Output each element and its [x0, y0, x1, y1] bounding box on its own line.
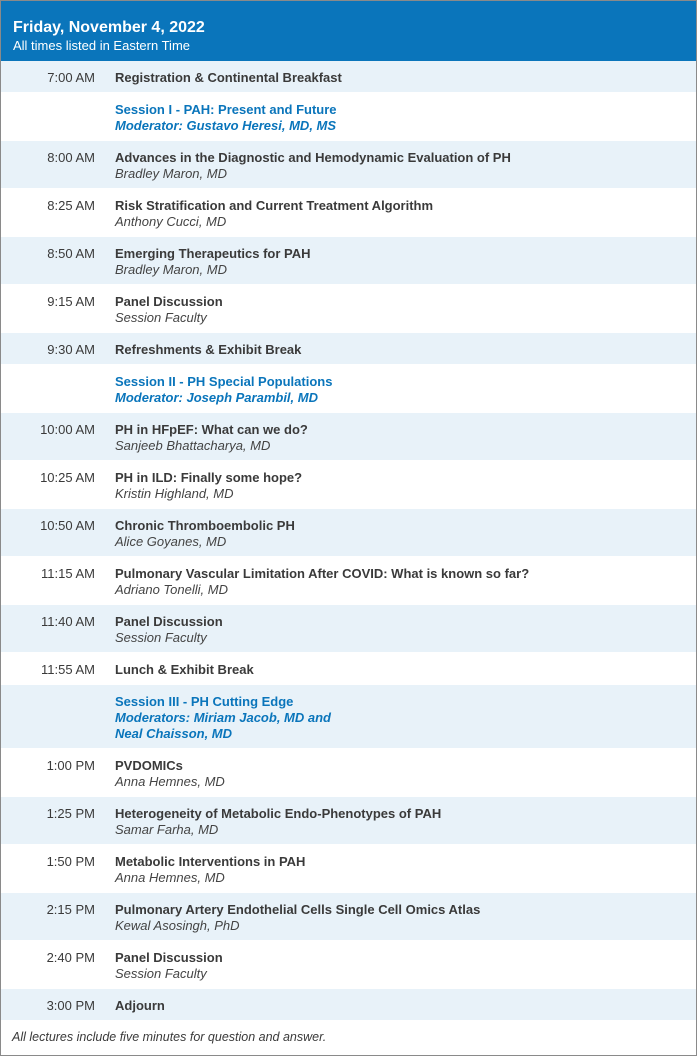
agenda-item-speaker: Bradley Maron, MD: [115, 262, 227, 277]
agenda-footer-note: All lectures include five minutes for question and answer.: [1, 1021, 696, 1053]
agenda-header: [1, 1, 696, 61]
agenda-item-time: 9:30 AM: [47, 342, 95, 357]
agenda-item-title: Heterogeneity of Metabolic Endo-Phenotypes of PAH: [115, 806, 442, 821]
agenda-rows: [1, 61, 696, 1021]
agenda-item-time: 7:00 AM: [47, 70, 95, 85]
agenda-item-title: Panel Discussion: [115, 294, 223, 309]
agenda-item-row: [1, 413, 696, 461]
agenda-item-time: 2:15 PM: [46, 902, 95, 917]
agenda-item-row: [1, 845, 696, 893]
agenda-item-speaker: Bradley Maron, MD: [115, 166, 227, 181]
session-moderator: Moderators: Miriam Jacob, MD and: [115, 710, 331, 725]
agenda-item-speaker: Anthony Cucci, MD: [115, 214, 227, 229]
agenda-item-title: Pulmonary Vascular Limitation After COVID: What is known so far?: [115, 566, 530, 581]
agenda-item-row: [1, 797, 696, 845]
agenda-item-speaker: Session Faculty: [115, 310, 207, 325]
agenda-item-title: PVDOMICs: [115, 758, 183, 773]
agenda-item-title: Registration & Continental Breakfast: [115, 70, 342, 85]
agenda-item-speaker: Kewal Asosingh, PhD: [115, 918, 240, 933]
agenda-item-time: 11:15 AM: [41, 566, 95, 581]
session-title: Session II - PH Special Populations: [115, 374, 333, 389]
agenda-item-row: [1, 893, 696, 941]
agenda-item-row: [1, 749, 696, 797]
agenda-item-time: 10:25 AM: [40, 470, 95, 485]
agenda-item-time: 1:00 PM: [46, 758, 95, 773]
agenda-item-time: 11:55 AM: [41, 662, 95, 677]
agenda-item-speaker: Session Faculty: [115, 966, 207, 981]
agenda-item-time: 3:00 PM: [46, 998, 95, 1013]
agenda-item-time: 8:50 AM: [47, 246, 95, 261]
session-time-empty: [1, 685, 95, 748]
agenda-item-title: PH in HFpEF: What can we do?: [115, 422, 308, 437]
session-title: Session III - PH Cutting Edge: [115, 694, 294, 709]
agenda-item-speaker: Adriano Tonelli, MD: [115, 582, 228, 597]
timezone-note: All times listed in Eastern Time: [13, 38, 191, 53]
agenda-item-speaker: Sanjeeb Bhattacharya, MD: [115, 438, 271, 453]
agenda-item-row: [1, 237, 696, 285]
agenda-item-time: 11:40 AM: [41, 614, 95, 629]
agenda-item-time: 10:00 AM: [40, 422, 95, 437]
agenda-item-time: 9:15 AM: [47, 294, 95, 309]
agenda-item-speaker: Anna Hemnes, MD: [115, 870, 225, 885]
agenda-item-title: Metabolic Interventions in PAH: [115, 854, 306, 869]
agenda-item-row: [1, 605, 696, 653]
agenda-item-title: Advances in the Diagnostic and Hemodynamic Evaluation of PH: [115, 150, 511, 165]
session-moderator: Moderator: Joseph Parambil, MD: [115, 390, 318, 405]
agenda-date: Friday, November 4, 2022: [13, 19, 205, 36]
session-moderator: Moderator: Gustavo Heresi, MD, MS: [115, 118, 337, 133]
agenda-item-row: [1, 509, 696, 557]
agenda-item-time: 10:50 AM: [40, 518, 95, 533]
agenda-item-speaker: Alice Goyanes, MD: [115, 534, 227, 549]
agenda-item-time: 8:00 AM: [47, 150, 95, 165]
session-title: Session I - PAH: Present and Future: [115, 102, 337, 117]
agenda-item-row: [1, 333, 696, 365]
agenda-item-title: Chronic Thromboembolic PH: [115, 518, 295, 533]
agenda-item-speaker: Session Faculty: [115, 630, 207, 645]
session-time-empty: [1, 365, 95, 412]
agenda-item-title: Lunch & Exhibit Break: [115, 662, 254, 677]
agenda-item-title: Refreshments & Exhibit Break: [115, 342, 302, 357]
agenda-item-row: [1, 653, 696, 685]
agenda-item-row: [1, 61, 696, 93]
agenda-item-row: [1, 989, 696, 1021]
session-row: [1, 365, 696, 413]
agenda-item-time: 1:25 PM: [46, 806, 95, 821]
agenda-item-row: [1, 285, 696, 333]
agenda-item-speaker: Kristin Highland, MD: [115, 486, 234, 501]
agenda-item-row: [1, 189, 696, 237]
session-row: [1, 93, 696, 141]
agenda-item-row: [1, 141, 696, 189]
agenda-item-title: PH in ILD: Finally some hope?: [115, 470, 303, 485]
agenda-item-time: 8:25 AM: [47, 198, 95, 213]
session-row: [1, 685, 696, 749]
agenda-item-time: 1:50 PM: [46, 854, 95, 869]
agenda-item-title: Panel Discussion: [115, 614, 223, 629]
agenda-item-speaker: Anna Hemnes, MD: [115, 774, 225, 789]
agenda-item-title: Adjourn: [115, 998, 165, 1013]
agenda-item-speaker: Samar Farha, MD: [115, 822, 219, 837]
agenda-item-row: [1, 941, 696, 989]
agenda-item-row: [1, 461, 696, 509]
agenda-item-title: Risk Stratification and Current Treatment Algorithm: [115, 198, 434, 213]
agenda-item-title: Pulmonary Artery Endothelial Cells Single Cell Omics Atlas: [115, 902, 481, 917]
agenda-item-title: Panel Discussion: [115, 950, 223, 965]
agenda-item-title: Emerging Therapeutics for PAH: [115, 246, 311, 261]
agenda-item-row: [1, 557, 696, 605]
session-moderator: Neal Chaisson, MD: [115, 726, 233, 741]
session-time-empty: [1, 93, 95, 140]
agenda-item-time: 2:40 PM: [46, 950, 95, 965]
